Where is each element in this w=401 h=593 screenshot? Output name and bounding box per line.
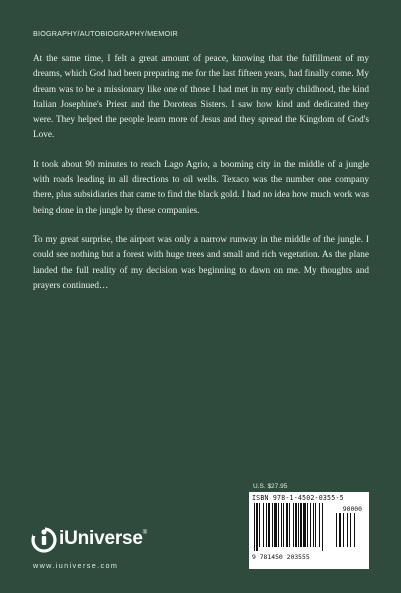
trademark-symbol: ® — [142, 530, 147, 536]
price-label: U.S. $27.95 — [253, 483, 288, 490]
publisher-logo — [31, 525, 171, 555]
excerpt-paragraph-1: At the same time, I felt a great amount of peace, knowing that the fulfillment of my dreams, which God had been preparing me for the last fifteen years, had finally come. My dream was to be a missionary like one of those I had met in my early childhood, the kind Italian Josephine's Priest and the Doroteas Sisters. I saw how kind and dedicated they were. They helped the people learn more of Jesus and they spread the Kingdom of God's Love. — [33, 54, 369, 141]
publisher-name: iUniverse® — [59, 528, 147, 549]
barcode-addon-digits: 90000 — [342, 505, 362, 513]
barcode — [249, 492, 369, 569]
category-label: BIOGRAPHY/AUTOBIOGRAPHY/MEMOIR — [33, 29, 178, 38]
excerpt-paragraph-2: It took about 90 minutes to reach Lago Agrio, a booming city in the middle of a jungle with roads leading in all directions to oil wells. Texaco was the number one company there, plus subsidiaries that came to find the black gold. I had no idea how much work was being done in the jungle by these companies. — [33, 159, 369, 216]
excerpt-text — [33, 52, 369, 308]
isbn-text: ISBN 978-1-4502-0355-5 — [252, 494, 344, 502]
barcode-bars-area — [252, 503, 366, 559]
publisher-url: www.iuniverse.com — [33, 561, 119, 570]
barcode-digits: 9 781450 203555 — [252, 553, 310, 561]
iuniverse-logo-icon — [31, 525, 57, 553]
excerpt-paragraph-3: To my great surprise, the airport was only a narrow runway in the middle of the jungle. I could see nothing but a forest with huge trees and small and rich vegetation. As the plane landed the full reality of my decision was beginning to dawn on me. My thoughts and prayers continued… — [33, 234, 369, 291]
